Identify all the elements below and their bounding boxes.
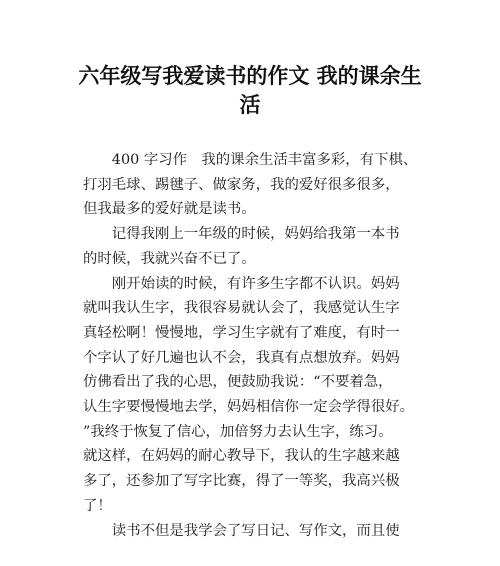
text-line: 打羽毛球、踢毽子、做家务，我的爱好很多很多， bbox=[83, 176, 400, 193]
text-line: 但我最多的爱好就是读书。 bbox=[83, 201, 256, 218]
text-line: 多了，还参加了写字比赛，得了一等奖，我高兴极 bbox=[83, 473, 400, 490]
title-line: 六年级写我爱读书的作文 我的课余生 bbox=[78, 64, 422, 88]
paragraph bbox=[83, 272, 435, 519]
text-line: 就叫我认生字，我很容易就认会了，我感觉认生字 bbox=[83, 300, 400, 317]
text-line: 读书不但是我学会了写日记、写作文，而且使 bbox=[111, 522, 400, 539]
paragraph bbox=[83, 519, 435, 544]
text-line: 400 字习作 我的课余生活丰富多彩，有下棋、 bbox=[111, 152, 418, 168]
text-line: 仿佛看出了我的心思，便鼓励我说：“不要着急， bbox=[83, 374, 393, 391]
paragraph bbox=[83, 222, 435, 271]
text-line: 记得我刚上一年级的时候，妈妈给我第一本书 bbox=[111, 226, 400, 243]
text-line: 了！ bbox=[83, 497, 112, 514]
text-line: 刚开始读的时候，有许多生字都不认识。妈妈 bbox=[111, 275, 400, 292]
text-line: ”我终于恢复了信心，加倍努力去认生字，练习。 bbox=[83, 423, 393, 440]
text-line: 的时候，我就兴奋不已了。 bbox=[83, 250, 256, 267]
text-line: 真轻松啊！慢慢地，学习生字就有了难度，有时一 bbox=[83, 324, 400, 341]
text-line: 认生字要慢慢地去学，妈妈相信你一定会学得很好。 bbox=[83, 399, 414, 416]
document-body bbox=[83, 148, 435, 543]
text-line: 就这样，在妈妈的耐心教导下，我认的生字越来越 bbox=[83, 448, 400, 465]
document-title bbox=[60, 62, 440, 120]
title-line: 活 bbox=[239, 93, 261, 117]
text-line: 个字认了好几遍也认不会，我真有点想放弃。妈妈 bbox=[83, 349, 400, 366]
paragraph bbox=[83, 148, 435, 222]
